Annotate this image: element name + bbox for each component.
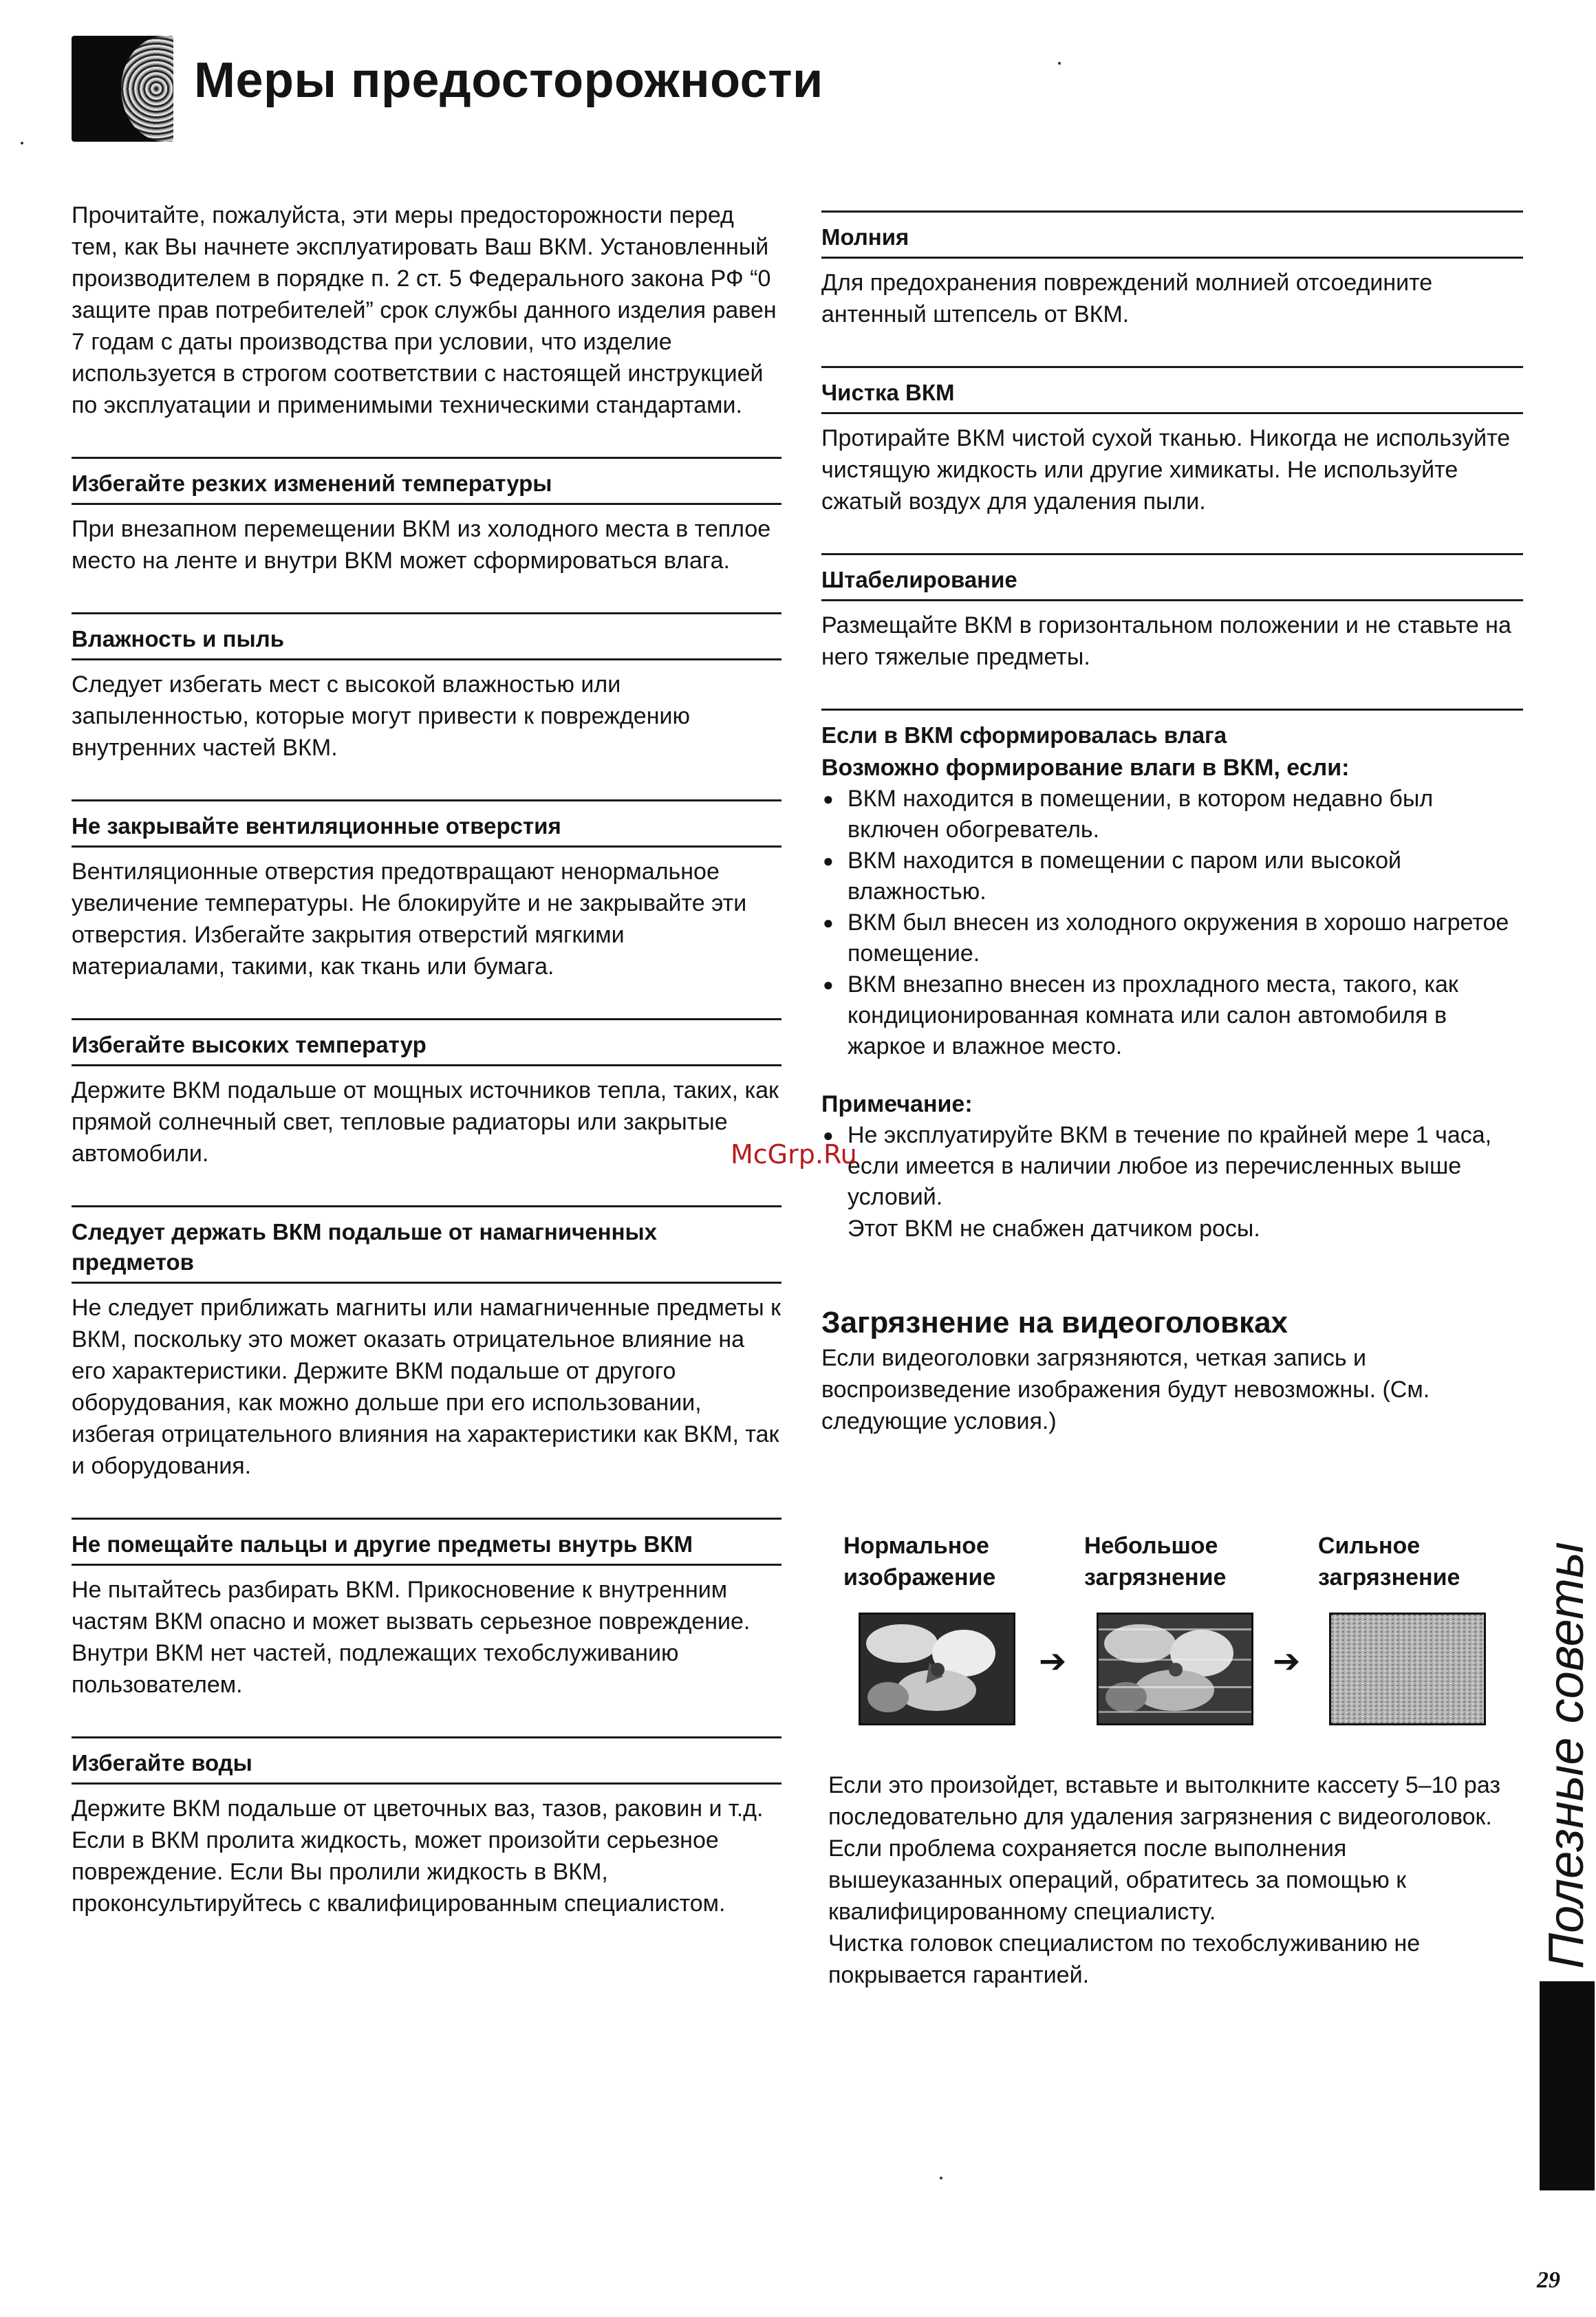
section-body: Для предохранения повреждений молнией отсоедините антенный штепсель от ВКМ. <box>821 270 1433 327</box>
section-body: Протирайте ВКМ чистой сухой тканью. Никогда не используйте чистящую жидкость или другие химикаты. Не используйте сжатый воздух для удаления пыли. <box>821 425 1511 515</box>
head-contamination-illustration <box>843 1530 1531 1743</box>
intro-paragraph: Прочитайте, пожалуйста, эти меры предосторожности перед тем, как Вы начнете эксплуатировать Ваш ВКМ. Установленный производителем в порядке п. 2 ст. 5 Федерального закона РФ “0 защите прав потребителей” срок службы данного изделия равен 7 годам с даты производства при условии, что изделие используется в строгом соответствии с настоящей инструкцией по эксплуатации и применимыми техническими стандартами. <box>72 202 777 418</box>
section-title: Избегайте высоких температур <box>72 1020 781 1066</box>
section-body: Размещайте ВКМ в горизонтальном положении и не ставьте на него тяжелые предметы. <box>821 612 1511 670</box>
section-body: Вентиляционные отверстия предотвращают ненормальное увеличение температуры. Не блокируйте и не закрывайте эти отверстия. Избегайте закрытия отверстий мягкими материалами, такими, как ткань или бумага. <box>72 859 747 980</box>
heads-outro <box>828 1769 1516 1991</box>
section-title: Молния <box>821 213 1523 259</box>
section-title: Влажность и пыль <box>72 614 781 660</box>
arrow-icon: ➔ <box>1273 1644 1301 1680</box>
list-item: ● ВКМ был внесен из холодного окружения в хорошо нагретое помещение. <box>821 907 1523 969</box>
section-body: При внезапном перемещении ВКМ из холодного места в теплое место на ленте и внутри ВКМ может сформироваться влага. <box>72 516 771 574</box>
state-label: Сильное загрязнение <box>1318 1533 1460 1591</box>
side-tab-label: Полезные советы <box>1539 1542 1594 1969</box>
watermark: McGrp.Ru <box>731 1139 857 1170</box>
section-high-temperatures <box>72 1018 781 1170</box>
heavy-dirt-thumbnail <box>1329 1613 1486 1725</box>
state-normal <box>843 1530 1036 1593</box>
scan-speck <box>21 142 23 144</box>
section-magnetic-objects <box>72 1205 781 1482</box>
normal-image-thumbnail <box>859 1613 1015 1725</box>
side-tab-marker <box>1540 1981 1595 2190</box>
section-temperature-changes <box>72 457 781 576</box>
section-title: Не закрывайте вентиляционные отверстия <box>72 801 781 848</box>
heads-title: Загрязнение на видеоголовках <box>821 1306 1288 1339</box>
note-title: Примечание: <box>821 1091 973 1117</box>
note-extra: Этот ВКМ не снабжен датчиком росы. <box>848 1216 1260 1242</box>
section-body: Следует избегать мест с высокой влажностью или запыленностью, которые могут привести к повреждению внутренних частей ВКМ. <box>72 671 690 761</box>
list-item: ● ВКМ находится в помещении, в котором недавно был включен обогреватель. <box>821 784 1523 845</box>
state-slight <box>1084 1530 1277 1593</box>
section-body: Не следует приближать магниты или намагниченные предметы к ВКМ, поскольку это может оказать отрицательное влияние на его характеристики. Держите ВКМ подальше от другого оборудования, как можно дольше при его использовании, избегая отрицательного влияния на характеристики как ВКМ, так и оборудования. <box>72 1295 781 1479</box>
section-cleaning <box>821 366 1523 517</box>
page-number: 29 <box>1537 2267 1560 2293</box>
list-item: ● Не эксплуатируйте ВКМ в течение по крайней мере 1 часа, если имеется в наличии любое из перечисленных выше условий. <box>821 1120 1523 1213</box>
list-item: ● ВКМ находится в помещении с паром или высокой влажностью. <box>821 845 1523 907</box>
state-label: Небольшое загрязнение <box>1084 1533 1227 1591</box>
scan-speck <box>1058 62 1061 65</box>
section-condensation <box>821 709 1523 1244</box>
scan-speck <box>940 2177 942 2179</box>
section-fingers-objects <box>72 1518 781 1701</box>
section-title: Следует держать ВКМ подальше от намагниченных предметов <box>72 1207 781 1284</box>
left-column <box>72 200 781 1919</box>
right-column <box>821 211 1523 1437</box>
section-title: Не помещайте пальцы и другие предметы внутрь ВКМ <box>72 1520 781 1566</box>
state-heavy <box>1318 1530 1511 1593</box>
condensation-bullet-list <box>821 784 1523 1062</box>
heads-outro-2: Если проблема сохраняется после выполнения вышеуказанных операций, обратитесь за помощью к квалифицированному специалисту. <box>828 1835 1407 1925</box>
page-title: Меры предосторожности <box>194 53 823 108</box>
section-lightning <box>821 211 1523 330</box>
condensation-subhead: Возможно формирование влаги в ВКМ, если: <box>821 755 1350 781</box>
section-body: Держите ВКМ подальше от цветочных ваз, тазов, раковин и т.д. Если в ВКМ пролита жидкость, может произойти серьезное повреждение. Если Вы пролили жидкость в ВКМ, проконсультируйтесь с квалифицированным специалистом. <box>72 1796 764 1917</box>
section-humidity-dust <box>72 612 781 764</box>
heads-outro-3: Чистка головок специалистом по техобслуживанию не покрывается гарантией. <box>828 1930 1421 1988</box>
heads-intro: Если видеоголовки загрязняются, четкая запись и воспроизведение изображения будут невозможны. (См. следующие условия.) <box>821 1345 1430 1434</box>
note-bullet-list <box>821 1120 1523 1213</box>
state-label: Нормальное изображение <box>843 1533 996 1591</box>
heads-outro-1: Если это произойдет, вставьте и вытолкните кассету 5–10 раз последовательно для удаления загрязнения с видеоголовок. <box>828 1772 1500 1830</box>
section-title: Избегайте воды <box>72 1738 781 1785</box>
section-title: Штабелирование <box>821 555 1523 601</box>
section-title: Чистка ВКМ <box>821 368 1523 414</box>
slight-dirt-thumbnail <box>1097 1613 1253 1725</box>
list-item: ● ВКМ внезапно внесен из прохладного места, такого, как кондиционированная комната или салон автомобиля в жаркое и влажное место. <box>821 969 1523 1062</box>
arrow-icon: ➔ <box>1039 1644 1067 1680</box>
section-body: Не пытайтесь разбирать ВКМ. Прикосновение к внутренним частям ВКМ опасно и может вызвать серьезное повреждение. Внутри ВКМ нет частей, подлежащих техобслуживанию пользователем. <box>72 1577 751 1698</box>
section-body: Держите ВКМ подальше от мощных источников тепла, таких, как прямой солнечный свет, тепловые радиаторы или закрытые автомобили. <box>72 1077 779 1167</box>
section-water <box>72 1736 781 1919</box>
title-tab-block <box>72 36 173 142</box>
section-stacking <box>821 553 1523 673</box>
title-disc-graphic <box>121 36 173 142</box>
section-ventilation <box>72 799 781 982</box>
section-title: Избегайте резких изменений температуры <box>72 459 781 505</box>
section-title: Если в ВКМ сформировалась влага <box>821 722 1227 748</box>
